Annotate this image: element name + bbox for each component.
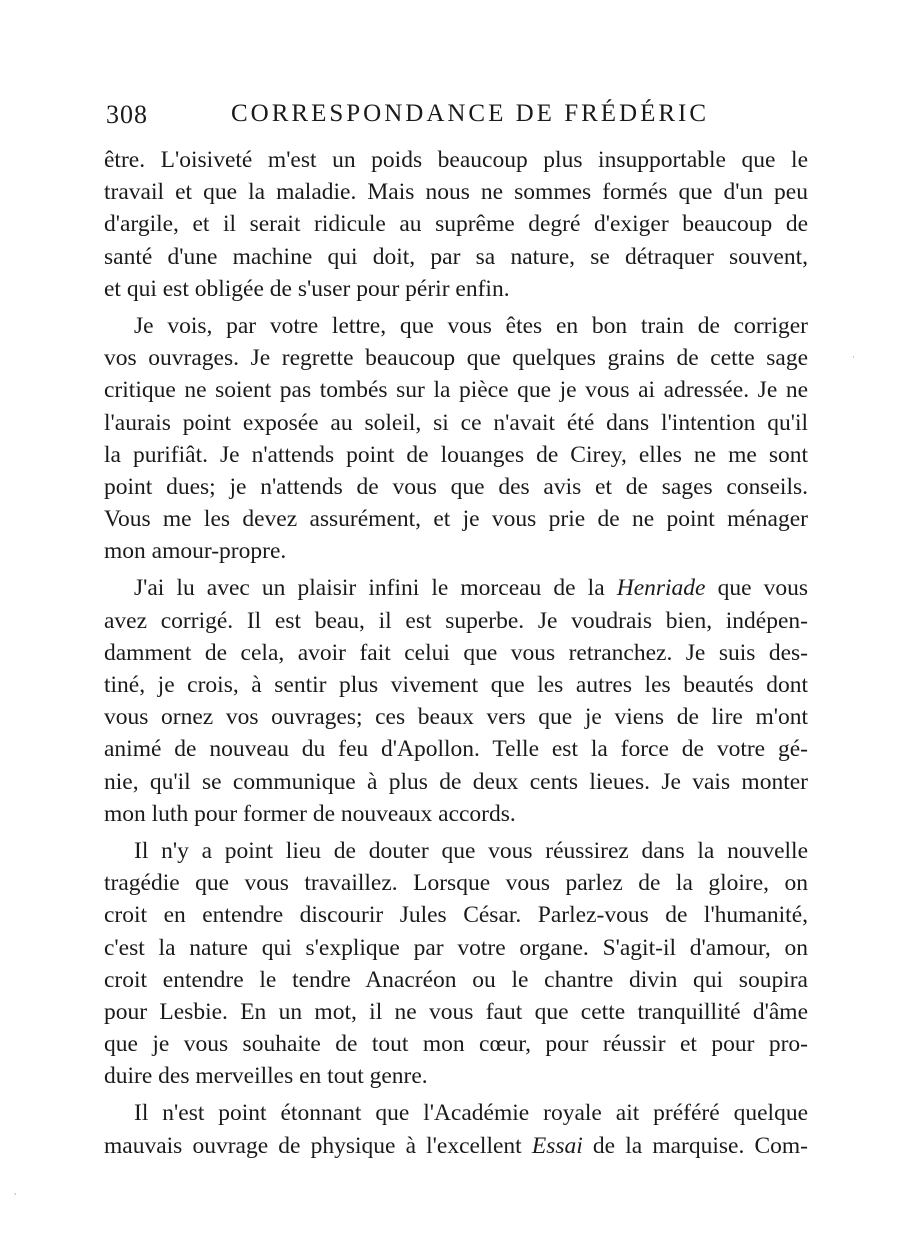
- text-run: que vous: [705, 575, 808, 602]
- text-line: Il n'y a point lieu de douter que vous réussirez dans la nouvelle: [134, 837, 808, 864]
- text-line: l'aurais point exposée au soleil, si ce n'avait été dans l'intention qu'il: [104, 409, 808, 436]
- text-line: damment de cela, avoir fait celui que vous retranchez. Je suis des-: [104, 639, 808, 666]
- letter-text: [104, 144, 808, 1162]
- text-line: vos ouvrages. Je regrette beaucoup que quelques grains de cette sage: [104, 345, 808, 372]
- text-line: travail et que la maladie. Mais nous ne sommes formés que d'un peu: [104, 179, 808, 206]
- work-title-essai: Essai: [531, 1132, 583, 1159]
- text-line: vous ornez vos ouvrages; ces beaux vers que je viens de lire m'ont: [104, 704, 808, 731]
- running-head: [106, 100, 796, 140]
- text-line: Je vois, par votre lettre, que vous êtes en bon train de corriger: [134, 312, 808, 339]
- text-line: nie, qu'il se communique à plus de deux cents lieues. Je vais monter: [104, 768, 808, 795]
- text-line: Vous me les devez assurément, et je vous prie de ne point ménager: [104, 506, 808, 533]
- text-line: croit en entendre discourir Jules César. Parlez-vous de l'humanité,: [104, 902, 808, 929]
- text-line: animé de nouveau du feu d'Apollon. Telle est la force de votre gé-: [104, 736, 808, 763]
- text-line: duire des merveilles en tout genre.: [104, 1063, 428, 1090]
- text-run: mauvais ouvrage de physique à l'excellent: [104, 1132, 532, 1159]
- text-line: [104, 1130, 808, 1162]
- text-line: avez corrigé. Il est beau, il est superbe. Je voudrais bien, indépen-: [104, 607, 808, 634]
- text-line: la purifiât. Je n'attends point de louanges de Cirey, elles ne me sont: [104, 441, 808, 468]
- paragraph-3: [104, 572, 808, 830]
- text-line: d'argile, et il serait ridicule au suprême degré d'exiger beaucoup de: [104, 211, 808, 238]
- text-line: pour Lesbie. En un mot, il ne vous faut que cette tranquillité d'âme: [104, 998, 808, 1025]
- text-line: croit entendre le tendre Anacréon ou le chantre divin qui soupira: [104, 966, 808, 993]
- paragraph-1: [104, 144, 808, 305]
- scan-speck: ,: [14, 1186, 17, 1196]
- scan-speck: ·: [852, 352, 855, 362]
- paragraph-2: [104, 310, 808, 568]
- paragraph-5: [104, 1097, 808, 1161]
- text-line: et qui est obligée de s'user pour périr enfin.: [104, 275, 510, 302]
- text-run: J'ai lu avec un plaisir infini le morceau de la: [134, 575, 617, 602]
- text-line: santé d'une machine qui doit, par sa nature, se détraquer souvent,: [104, 243, 808, 270]
- text-line: [104, 572, 808, 604]
- text-line: mon amour-propre.: [104, 538, 287, 565]
- text-line: que je vous souhaite de tout mon cœur, pour réussir et pour pro-: [104, 1031, 808, 1058]
- text-line: point dues; je n'attends de vous que des avis et de sages conseils.: [104, 473, 808, 500]
- work-title-henriade: Henriade: [616, 575, 706, 602]
- text-line: tiné, je crois, à sentir plus vivement que les autres les beautés dont: [104, 672, 808, 698]
- text-line: tragédie que vous travaillez. Lorsque vous parlez de la gloire, on: [104, 870, 808, 897]
- text-line: mon luth pour former de nouveaux accords.: [104, 800, 516, 827]
- text-line: c'est la nature qui s'explique par votre organe. S'agit-il d'amour, on: [104, 934, 808, 961]
- text-line: critique ne soient pas tombés sur la pièce que je vous ai adressée. Je ne: [104, 377, 808, 404]
- running-title: CORRESPONDANCE DE FRÉDÉRIC: [231, 100, 710, 127]
- text-line: Il n'est point étonnant que l'Académie royale ait préféré quelque: [134, 1100, 808, 1127]
- text-line: être. L'oisiveté m'est un poids beaucoup plus insupportable que le: [104, 147, 808, 173]
- text-run: de la marquise. Com-: [582, 1132, 808, 1159]
- paragraph-4: [104, 835, 808, 1093]
- page-number: 308: [106, 100, 148, 129]
